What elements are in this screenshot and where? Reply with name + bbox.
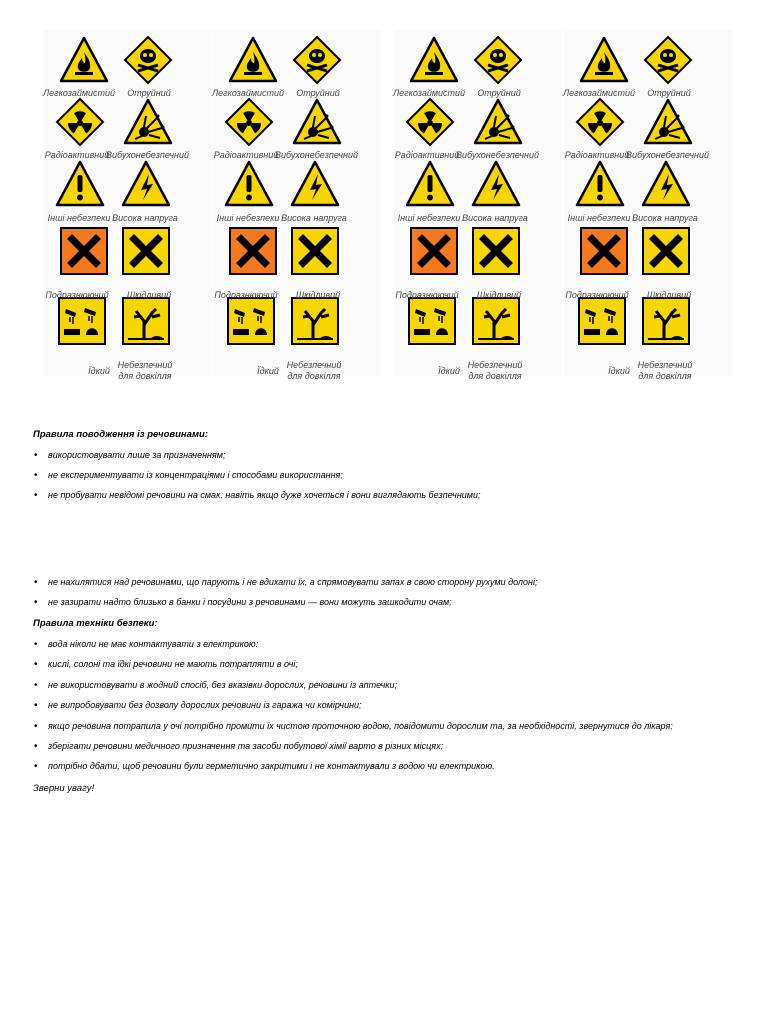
exclamation-icon <box>54 158 106 210</box>
caption-environment: Небезпечний <box>637 360 693 370</box>
dead-tree-icon <box>640 295 692 347</box>
caption-toxic: Отруйний <box>647 88 691 98</box>
attention-note: Зверни увагу! <box>33 783 95 794</box>
caption-flammable: Легкозаймистий <box>42 88 116 98</box>
x-orange-icon <box>227 225 279 277</box>
caption-other-hazards: Інші небезпеки <box>397 213 461 223</box>
caption-irritant: Подразнюючий <box>565 290 629 300</box>
flame-icon <box>408 34 460 86</box>
rules-item: • не експериментувати із концентраціями і способами використання; <box>48 470 343 480</box>
x-yellow-icon <box>470 225 522 277</box>
dead-tree-icon <box>120 295 172 347</box>
caption-corrosive: Їдкий <box>438 366 460 376</box>
x-orange-icon <box>408 225 460 277</box>
caption-flammable: Легкозаймистий <box>392 88 466 98</box>
corrosion-icon <box>406 295 458 347</box>
caption-corrosive: Їдкий <box>608 366 630 376</box>
flame-icon <box>58 34 110 86</box>
caption-explosive: Вибухонебезпечний <box>456 150 539 160</box>
rules-item: • не пробувати невідомі речовини на смак, навіть якщо дуже хочеться і вони виглядають безпечними; <box>48 490 480 500</box>
skull-icon <box>642 34 694 86</box>
flame-icon <box>227 34 279 86</box>
caption-high-voltage: Висока напруга <box>281 213 347 223</box>
explosion-icon <box>642 96 694 148</box>
safety-item: • вода ніколи не має контактувати з електрикою: <box>48 639 258 649</box>
hazard-panel <box>211 30 381 381</box>
x-yellow-icon <box>120 225 172 277</box>
rules-item: • використовувати лише за призначенням; <box>48 450 225 460</box>
caption-explosive: Вибухонебезпечний <box>626 150 709 160</box>
corrosion-icon <box>56 295 108 347</box>
caption-flammable: Легкозаймистий <box>562 88 636 98</box>
lightning-icon <box>640 158 692 210</box>
corrosion-icon <box>225 295 277 347</box>
caption-other-hazards: Інші небезпеки <box>47 213 111 223</box>
caption-environment: для довкілля <box>287 371 341 381</box>
lightning-icon <box>470 158 522 210</box>
explosion-icon <box>472 96 524 148</box>
caption-toxic: Отруйний <box>477 88 521 98</box>
radiation-icon <box>223 96 275 148</box>
caption-environment: для довкілля <box>468 371 522 381</box>
x-yellow-icon <box>289 225 341 277</box>
caption-other-hazards: Інші небезпеки <box>567 213 631 223</box>
caption-toxic: Отруйний <box>127 88 171 98</box>
safety-item: • потрібно дбати, щоб речовини були герметично закритими і не контактували з водою чи електрикою. <box>48 761 495 771</box>
caption-radioactive: Радіоактивний <box>564 150 630 160</box>
explosion-icon <box>122 96 174 148</box>
caption-environment: Небезпечний <box>117 360 173 370</box>
safety-item: • не випробовувати без дозволу дорослих речовини із гаража чи комірчини; <box>48 700 362 710</box>
skull-icon <box>291 34 343 86</box>
hazard-panel <box>392 30 562 381</box>
caption-harmful: Шкідливий <box>476 290 522 300</box>
safety-item: • зберігати речовини медичного призначення та засоби побутової хімії варто в різних місцях; <box>48 741 443 751</box>
caption-irritant: Подразнюючий <box>214 290 278 300</box>
caption-corrosive: Їдкий <box>88 366 110 376</box>
x-orange-icon <box>578 225 630 277</box>
x-yellow-icon <box>640 225 692 277</box>
safety-item: • не використовувати в жодний спосіб, без вказівки дорослих, речовини із аптечки; <box>48 680 397 690</box>
caption-radioactive: Радіоактивний <box>44 150 110 160</box>
caption-corrosive: Їдкий <box>257 366 279 376</box>
safety-heading: Правила техніки безпеки: <box>33 618 158 629</box>
skull-icon <box>122 34 174 86</box>
exclamation-icon <box>223 158 275 210</box>
skull-icon <box>472 34 524 86</box>
rules-heading: Правила поводження із речовинами: <box>33 429 208 440</box>
caption-other-hazards: Інші небезпеки <box>216 213 280 223</box>
rules-item: • не нахилятися над речовинами, що парують і не вдихати їх, а спрямовувати запах в свою сторону рухуми долоні; <box>48 577 537 587</box>
rules-item: • не зазирати надто близько в банки і посудини з речовинами — вони можуть зашкодити очам; <box>48 597 452 607</box>
exclamation-icon <box>574 158 626 210</box>
caption-radioactive: Радіоактивний <box>394 150 460 160</box>
exclamation-icon <box>404 158 456 210</box>
hazard-panel <box>562 30 732 381</box>
x-orange-icon <box>58 225 110 277</box>
caption-high-voltage: Висока напруга <box>112 213 178 223</box>
radiation-icon <box>54 96 106 148</box>
caption-environment: для довкілля <box>638 371 692 381</box>
caption-irritant: Подразнюючий <box>395 290 459 300</box>
dead-tree-icon <box>470 295 522 347</box>
caption-explosive: Вибухонебезпечний <box>275 150 358 160</box>
lightning-icon <box>120 158 172 210</box>
radiation-icon <box>404 96 456 148</box>
caption-high-voltage: Висока напруга <box>632 213 698 223</box>
radiation-icon <box>574 96 626 148</box>
caption-harmful: Шкідливий <box>295 290 341 300</box>
explosion-icon <box>291 96 343 148</box>
caption-environment: Небезпечний <box>286 360 342 370</box>
caption-explosive: Вибухонебезпечний <box>106 150 189 160</box>
caption-harmful: Шкідливий <box>646 290 692 300</box>
safety-item: • якщо речовина потрапила у очі потрібно промити їх чистою проточною водою, повідомити дорослим та, за необхідності, звернутися до лікаря; <box>48 721 673 731</box>
caption-harmful: Шкідливий <box>126 290 172 300</box>
hazard-panel <box>42 30 212 381</box>
caption-irritant: Подразнюючий <box>45 290 109 300</box>
caption-radioactive: Радіоактивний <box>213 150 279 160</box>
safety-item: • кислі, солоні та їдкі речовини не мають потрапляти в очі; <box>48 659 298 669</box>
flame-icon <box>578 34 630 86</box>
caption-environment: для довкілля <box>118 371 172 381</box>
corrosion-icon <box>576 295 628 347</box>
caption-flammable: Легкозаймистий <box>211 88 285 98</box>
caption-environment: Небезпечний <box>467 360 523 370</box>
dead-tree-icon <box>289 295 341 347</box>
caption-toxic: Отруйний <box>296 88 340 98</box>
caption-high-voltage: Висока напруга <box>462 213 528 223</box>
lightning-icon <box>289 158 341 210</box>
